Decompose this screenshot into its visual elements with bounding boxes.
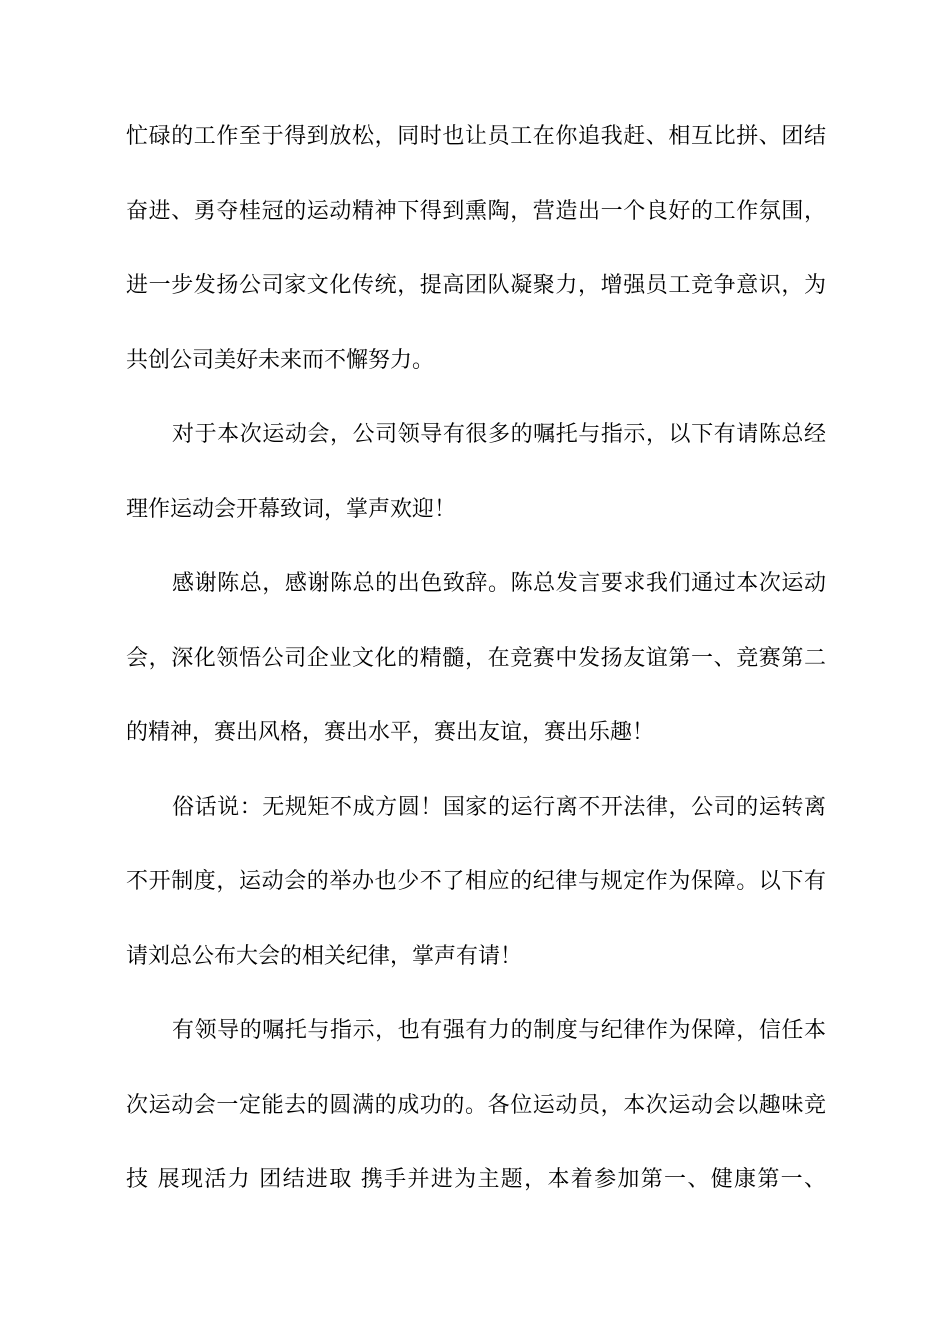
text-line: 会，深化领悟公司企业文化的精髓，在竞赛中发扬友谊第一、竞赛第二 [126, 645, 826, 671]
document-body [126, 112, 826, 1230]
text-line: 感谢陈总，感谢陈总的出色致辞。陈总发言要求我们通过本次运动 [172, 571, 826, 596]
text-line: 请刘总公布大会的相关纪律，掌声有请！ [126, 943, 523, 969]
text-line: 理作运动会开幕致词，掌声欢迎！ [126, 496, 457, 522]
text-line: 不开制度，运动会的举办也少不了相应的纪律与规定作为保障。以下有 [126, 869, 826, 894]
text-line: 有领导的嘱托与指示，也有强有力的制度与纪律作为保障，信任本 [172, 1018, 826, 1043]
text-line: 忙碌的工作至于得到放松，同时也让员工在你追我赶、相互比拼、团结 [126, 124, 826, 149]
text-line: 次运动会一定能去的圆满的成功的。各位运动员，本次运动会以趣味竞 [126, 1092, 826, 1118]
text-line: 对于本次运动会，公司领导有很多的嘱托与指示，以下有请陈总经 [172, 422, 826, 447]
text-line: 技 展现活力 团结进取 携手并进为主题，本着参加第一、健康第一、 [126, 1167, 826, 1192]
text-line: 俗话说：无规矩不成方圆！国家的运行离不开法律，公司的运转离 [172, 794, 826, 820]
text-line: 的精神，赛出风格，赛出水平，赛出友谊，赛出乐趣！ [126, 720, 655, 745]
text-line: 进一步发扬公司家文化传统，提高团队凝聚力，增强员工竞争意识，为 [126, 273, 826, 298]
text-line: 奋进、勇夺桂冠的运动精神下得到熏陶，营造出一个良好的工作氛围， [126, 198, 826, 224]
text-line: 共创公司美好未来而不懈努力。 [126, 347, 435, 373]
